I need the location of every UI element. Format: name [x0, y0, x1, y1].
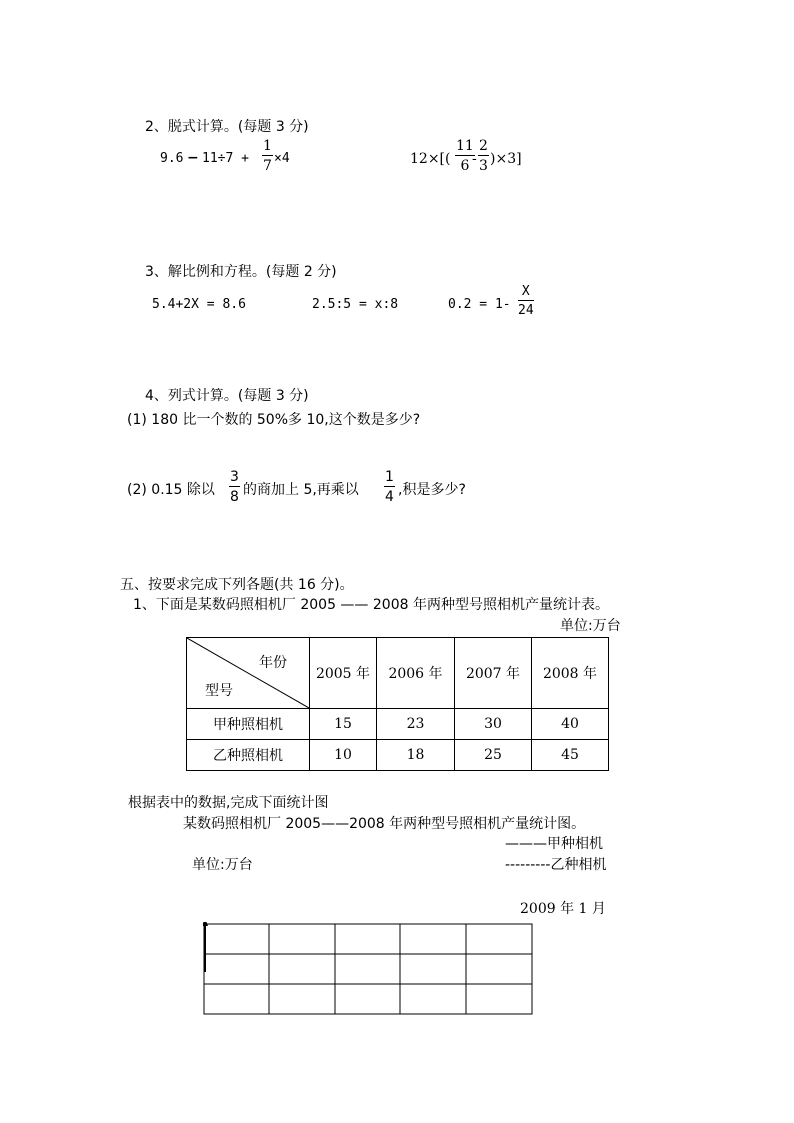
q2-expr2-part2: )×3] [490, 151, 522, 167]
q2-expr1-part2: 11÷7 + [202, 151, 249, 166]
table-cell: 45 [532, 740, 609, 771]
table-header-cell: 2006 年 [377, 638, 455, 709]
production-table [186, 637, 609, 771]
blank-chart-grid [203, 922, 535, 1016]
section5-item-1: 1、下面是某数码照相机厂 2005 —— 2008 年两种型号照相机产量统计表。 [133, 597, 609, 613]
q4-item2-text-b: 的商加上 5,再乘以 [243, 482, 359, 498]
fraction: $\frac{1}{4}$ [385, 469, 394, 505]
legend-jia: ———甲种相机 [505, 836, 603, 852]
header-model-label: 型号 [205, 683, 233, 699]
fraction: $\frac{11}{6}$ [456, 138, 474, 174]
table-cell: 15 [310, 709, 377, 740]
table-cell: 30 [455, 709, 532, 740]
table-header-cell: 2008 年 [532, 638, 609, 709]
q2-expr1-part3: ×4 [274, 151, 290, 166]
minus-sign: - [472, 151, 477, 167]
table-cell: 40 [532, 709, 609, 740]
q3-equation-2: 2.5:5 = x:8 [312, 297, 399, 312]
q2-title: 2、脱式计算。(每题 3 分) [145, 119, 309, 135]
chart-unit: 单位:万台 [192, 857, 253, 873]
table-row-label: 甲种照相机 [187, 709, 310, 740]
fraction: $\frac{1}{7}$ [263, 138, 272, 174]
chart-instruction: 根据表中的数据,完成下面统计图 [128, 795, 329, 811]
fraction: $\frac{2}{3}$ [479, 138, 488, 174]
q4-item-1: (1) 180 比一个数的 50%多 10,这个数是多少? [127, 412, 421, 428]
q3-title: 3、解比例和方程。(每题 2 分) [145, 264, 337, 280]
fraction: $\frac{3}{8}$ [230, 469, 239, 505]
q4-item2-text-c: ,积是多少? [398, 482, 466, 498]
table-row [187, 709, 609, 740]
section5-title: 五、按要求完成下列各题(共 16 分)。 [120, 577, 354, 593]
chart-title: 某数码照相机厂 2005——2008 年两种型号照相机产量统计图。 [183, 816, 586, 832]
diagonal-header-cell [187, 638, 310, 709]
table-cell: 25 [455, 740, 532, 771]
q2-expr2-part1: 12×[( [410, 151, 451, 167]
fraction: $\frac{X}{24}$ [518, 284, 534, 318]
header-year-label: 年份 [259, 655, 287, 671]
q2-expr1-part1: 9.6 [160, 151, 184, 166]
q3-equation-1: 5.4+2X = 8.6 [152, 297, 246, 312]
table-header-cell: 2007 年 [455, 638, 532, 709]
table-row [187, 740, 609, 771]
table-cell: 18 [377, 740, 455, 771]
table-cell: 10 [310, 740, 377, 771]
y-axis-arrow [203, 922, 208, 926]
q4-title: 4、列式计算。(每题 3 分) [145, 388, 309, 404]
table-cell: 23 [377, 709, 455, 740]
table-header-row [187, 638, 609, 709]
table-row-label: 乙种照相机 [187, 740, 310, 771]
q3-equation-3: 0.2 = 1- [448, 297, 511, 312]
q4-item2-text-a: (2) 0.15 除以 [127, 482, 215, 498]
legend-yi: ---------乙种相机 [505, 857, 607, 873]
minus-sign: − [187, 150, 199, 166]
chart-date: 2009 年 1 月 [520, 901, 606, 917]
table-header-cell: 2005 年 [310, 638, 377, 709]
table-unit: 单位:万台 [560, 618, 621, 634]
